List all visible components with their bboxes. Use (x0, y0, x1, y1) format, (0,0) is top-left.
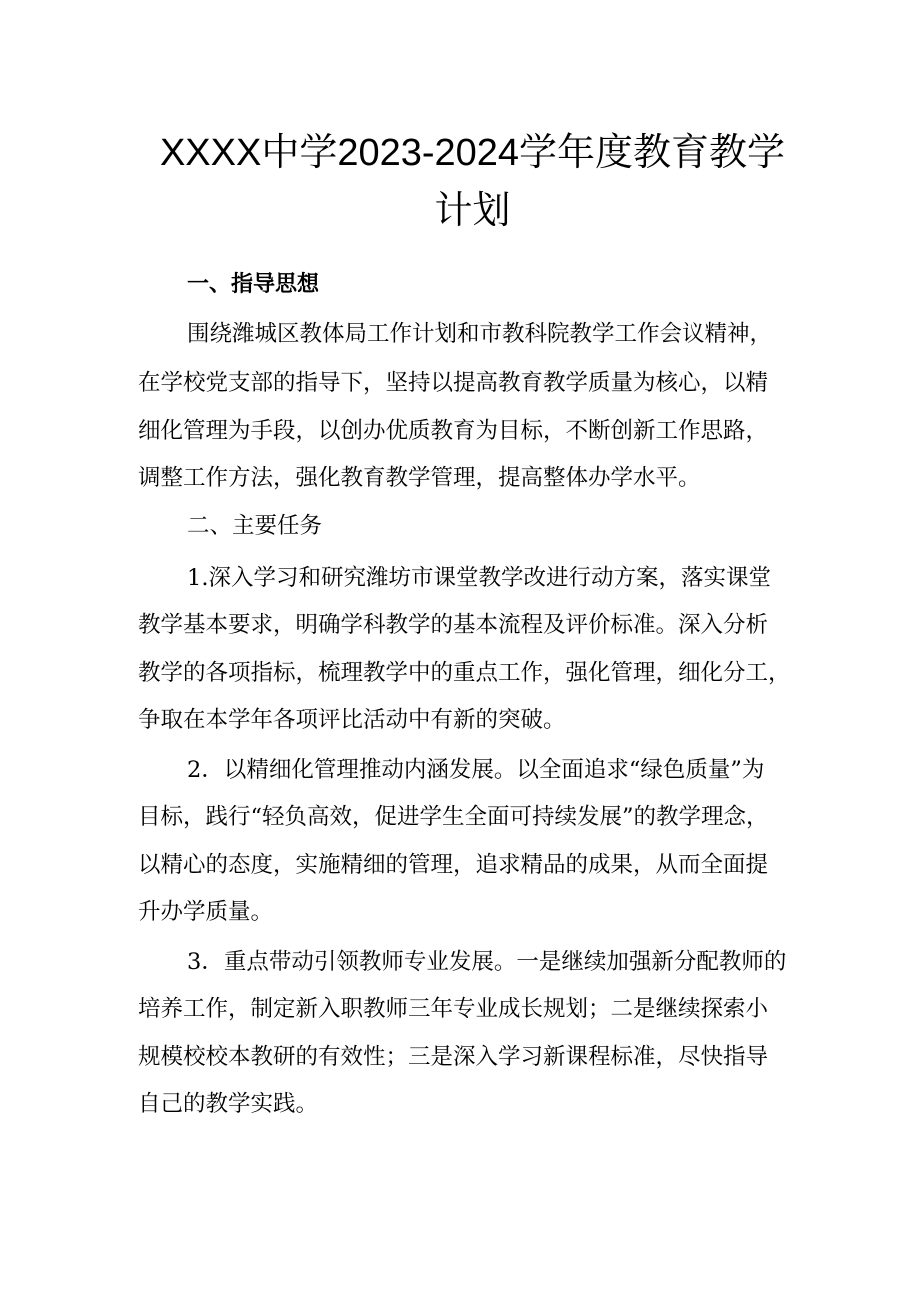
section1-paragraph-line: 细化管理为手段，以创办优质教育为目标，不断创新工作思路， (138, 418, 769, 444)
item2-line: 升办学质量。 (138, 899, 274, 925)
section1-paragraph-line: 在学校党支部的指导下，坚持以提高教育教学质量为核心，以精 (138, 370, 769, 396)
item2-line: 目标，践行“轻负高效，促进学生全面可持续发展”的教学理念， (138, 804, 769, 830)
item3-line: 3．重点带动引领教师专业发展。一是继续加强新分配教师的 (187, 949, 787, 975)
section2-heading: 二、主要任务 (187, 513, 323, 539)
item3-line: 自己的教学实践。 (138, 1091, 319, 1117)
document-title-line1: XXXX中学2023-2024学年度教育教学 (159, 132, 786, 174)
item3-line: 培养工作，制定新入职教师三年专业成长规划；二是继续探索小 (138, 996, 769, 1022)
item1-line: 争取在本学年各项评比活动中有新的突破。 (138, 707, 566, 733)
item1-line: 教学的各项指标，梳理教学中的重点工作，强化管理，细化分工， (138, 660, 791, 686)
document-title-line2: 计划 (434, 190, 511, 232)
item2-line: 2．以精细化管理推动内涵发展。以全面追求“绿色质量”为 (187, 757, 765, 783)
item1-line: 1.深入学习和研究潍坊市课堂教学改进行动方案，落实课堂 (187, 565, 771, 591)
section1-paragraph-line: 调整工作方法，强化教育教学管理，提高整体办学水平。 (138, 465, 701, 491)
item3-line: 规模校校本教研的有效性；三是深入学习新课程标准，尽快指导 (138, 1044, 769, 1070)
item1-line: 教学基本要求，明确学科教学的基本流程及评价标准。深入分析 (138, 612, 769, 638)
section1-paragraph-line: 围绕潍城区教体局工作计划和市教科院教学工作会议精神， (187, 321, 773, 347)
section1-heading: 一、指导思想 (187, 272, 320, 297)
item2-line: 以精心的态度，实施精细的管理，追求精品的成果，从而全面提 (138, 852, 769, 878)
